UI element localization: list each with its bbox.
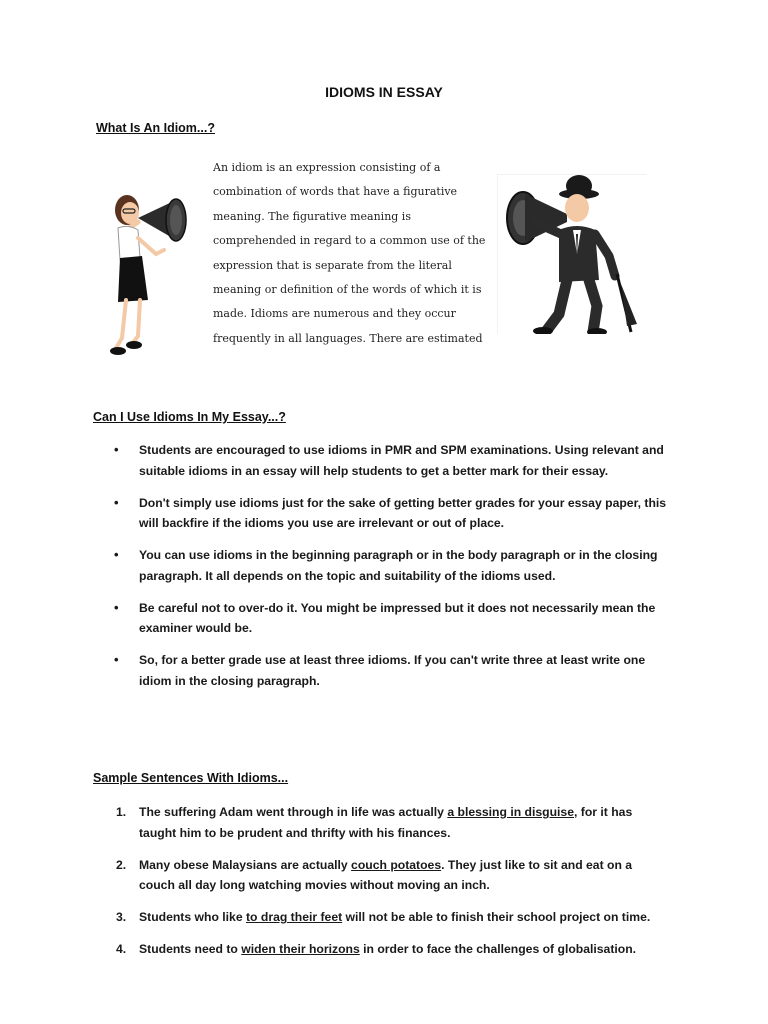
list-item: • Be careful not to over-do it. You might be impressed but it does not necessarily mean the examiner would be.: [110, 598, 670, 639]
idiom-phrase: a blessing in disguise: [447, 805, 574, 819]
item-number: 3.: [116, 910, 127, 924]
list-item: [110, 802, 670, 843]
list-item: • Students are encouraged to use idioms in PMR and SPM examinations. Using relevant and suitable idioms in an essay will help students to get a better mark for their essay.: [110, 440, 670, 481]
sentence-text: . They just like to sit and eat on a couch all day long watching movies without moving an inch.: [139, 857, 633, 892]
idiom-definition-paragraph: An idiom is an expression consisting of a combination of words that have a figurative meaning. The figurative meaning is comprehended in regard to a common use of the expression that is separate from the literal meaning or definition of the words of which it is made. Idioms are numerous and they occur frequently in all languages. There are estimated: [213, 161, 486, 345]
list-item: • You can use idioms in the beginning paragraph or in the body paragraph or in the closing paragraph. It all depends on the topic and suitability of the idioms used.: [110, 545, 670, 586]
sentence-text: , for it has taught him to be prudent and thrifty with his finances.: [139, 805, 633, 840]
document-title: IDIOMS IN ESSAY: [325, 84, 443, 100]
heading-sample-sentences: Sample Sentences With Idioms...: [93, 771, 289, 785]
list-item: • Don't simply use idioms just for the sake of getting better grades for your essay paper, this will backfire if the idioms you use are irrelevant or out of place.: [110, 493, 670, 534]
sentence-text: will not be able to finish their school project on time.: [342, 910, 651, 924]
heading-what-is-idiom: What Is An Idiom...?: [96, 121, 215, 135]
idiom-phrase: couch potatoes: [351, 857, 442, 872]
sample-sentence-list: [110, 802, 670, 971]
idiom-phrase: to drag their feet: [246, 910, 343, 924]
sentence-text: in order to face the challenges of globalisation.: [359, 942, 637, 956]
advice-bullet-list: [110, 440, 670, 703]
sentence-text: Students need to: [139, 942, 242, 956]
sentence-text: Students who like: [139, 910, 246, 924]
list-item: [110, 939, 670, 960]
idiom-phrase: widen their horizons: [241, 942, 360, 956]
item-number: 1.: [116, 805, 127, 819]
item-number: 4.: [116, 942, 127, 956]
list-item: [110, 907, 670, 928]
item-number: 2.: [116, 857, 127, 872]
woman-with-megaphone-icon: [108, 188, 203, 360]
man-with-megaphone-icon: [497, 174, 647, 334]
list-item: • So, for a better grade use at least three idioms. If you can't write three at least write one idiom in the closing paragraph.: [110, 650, 670, 691]
sentence-text: Many obese Malaysians are actually: [139, 857, 352, 872]
list-item: [110, 855, 670, 896]
sentence-text: The suffering Adam went through in life was actually: [139, 805, 448, 819]
heading-can-i-use-idioms: Can I Use Idioms In My Essay...?: [93, 410, 286, 424]
